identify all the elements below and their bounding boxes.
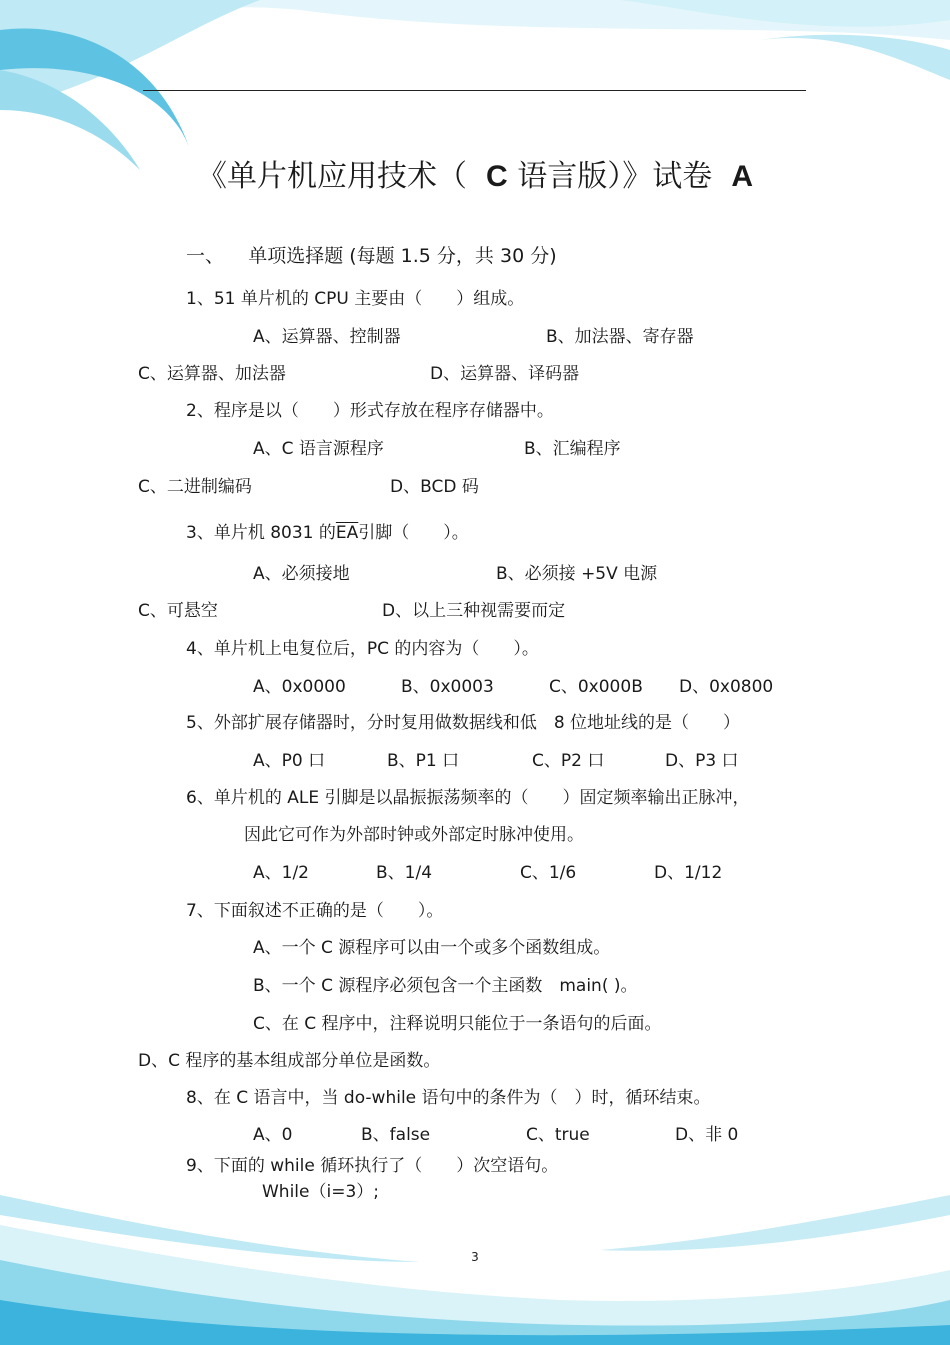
page-title: 《单片机应用技术（ C 语言版）》试卷 A	[196, 159, 754, 194]
question-6-continued: 因此它可作为外部时钟或外部定时脉冲使用。	[244, 825, 584, 845]
q1-option-b: B、加法器、寄存器	[546, 327, 694, 347]
q4-option-a: A、0x0000	[253, 677, 346, 697]
header-rule	[143, 90, 806, 91]
q4-option-c: C、0x000B	[549, 677, 643, 697]
question-2: 2、程序是以（ ）形式存放在程序存储器中。	[186, 401, 554, 421]
q4-option-b: B、0x0003	[401, 677, 494, 697]
q1-option-c: C、运算器、加法器	[138, 364, 286, 384]
q6-option-c: C、1/6	[520, 863, 577, 883]
question-6: 6、单片机的 ALE 引脚是以晶振振荡频率的（ ）固定频率输出正脉冲，	[186, 788, 750, 808]
question-4: 4、单片机上电复位后，PC 的内容为（ ）。	[186, 639, 539, 659]
q5-option-a: A、P0 口	[253, 751, 326, 771]
q7-option-a: A、一个 C 源程序可以由一个或多个函数组成。	[253, 938, 611, 958]
q1-option-d: D、运算器、译码器	[430, 364, 580, 384]
q6-option-d: D、1/12	[654, 863, 723, 883]
q2-option-b: B、汇编程序	[524, 439, 621, 459]
question-3: 3、单片机 8031 的$\overline{EA}$引脚（ ）。	[186, 523, 469, 543]
q5-option-b: B、P1 口	[387, 751, 460, 771]
q6-option-b: B、1/4	[376, 863, 433, 883]
question-9: 9、下面的 while 循环执行了（ ）次空语句。	[186, 1156, 559, 1176]
ea-pin-overline: $\overline{EA}$	[335, 523, 359, 543]
q8-option-c: C、true	[526, 1125, 590, 1145]
q3-option-a: A、必须接地	[253, 564, 350, 584]
q3-option-d: D、以上三种视需要而定	[382, 601, 566, 621]
q1-option-a: A、运算器、控制器	[253, 327, 401, 347]
q5-option-d: D、P3 口	[665, 751, 739, 771]
q3-option-b: B、必须接 +5V 电源	[496, 564, 658, 584]
question-7: 7、下面叙述不正确的是（ ）。	[186, 901, 444, 921]
q2-option-d: D、BCD 码	[390, 477, 479, 497]
section-heading: 一、 单项选择题 (每题 1.5 分，共 30 分)	[186, 245, 557, 267]
q2-option-c: C、二进制编码	[138, 477, 252, 497]
q7-option-c: C、在 C 程序中，注释说明只能位于一条语句的后面。	[253, 1014, 662, 1034]
q4-option-d: D、0x0800	[679, 677, 774, 697]
q8-option-d: D、非 0	[675, 1125, 739, 1145]
q2-option-a: A、C 语言源程序	[253, 439, 384, 459]
question-8: 8、在 C 语言中，当 do-while 语句中的条件为（ ）时，循环结束。	[186, 1088, 711, 1108]
question-1: 1、51 单片机的 CPU 主要由（ ）组成。	[186, 289, 525, 309]
q3-option-c: C、可悬空	[138, 601, 218, 621]
q8-option-b: B、false	[361, 1125, 431, 1145]
question-5: 5、外部扩展存储器时，分时复用做数据线和低 8 位地址线的是（ ）	[186, 713, 741, 733]
q5-option-c: C、P2 口	[532, 751, 605, 771]
q7-option-d: D、C 程序的基本组成部分单位是函数。	[138, 1051, 441, 1071]
page-number: 3	[471, 1250, 479, 1264]
q7-option-b: B、一个 C 源程序必须包含一个主函数 main( )。	[253, 976, 638, 996]
q6-option-a: A、1/2	[253, 863, 309, 883]
q8-option-a: A、0	[253, 1125, 293, 1145]
q9-code-line: While（i=3）;	[262, 1182, 379, 1202]
